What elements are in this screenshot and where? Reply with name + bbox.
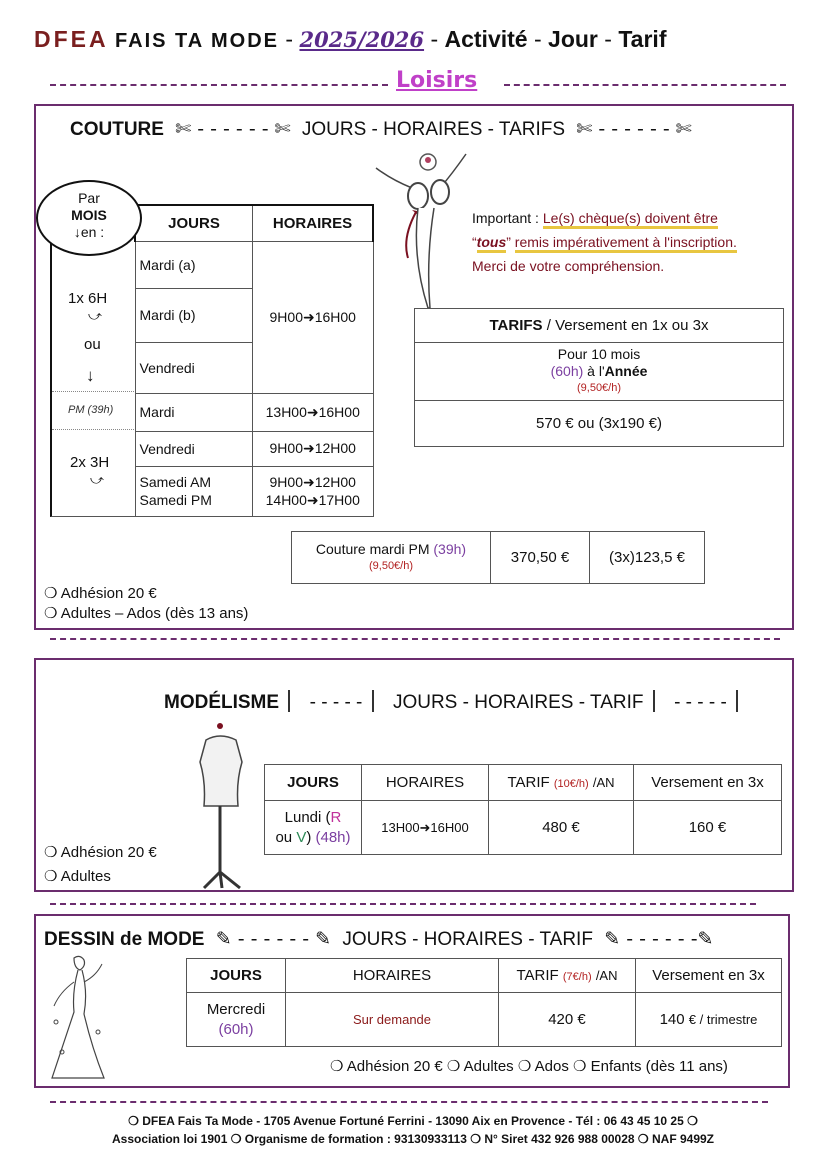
- divider: [50, 1101, 768, 1103]
- pm-label-cell: [292, 532, 491, 584]
- or-label: ou: [275, 828, 293, 846]
- down-arrow-icon: ↓: [86, 366, 95, 385]
- frequency-column: [50, 240, 136, 517]
- hours-cell: Sur demande: [286, 993, 499, 1047]
- note-item: ❍ Adhésion 20 €: [44, 844, 157, 861]
- dessin-title-rest: JOURS - HORAIRES - TARIF: [342, 929, 593, 950]
- divider: [52, 429, 136, 430]
- col-header-jours: JOURS: [187, 959, 286, 993]
- brand-name: DFEA: [34, 26, 109, 52]
- period-bold: Année: [604, 363, 648, 379]
- hourly-rate: (9,50€/h): [368, 559, 414, 572]
- header-tarif: Tarif: [618, 26, 667, 52]
- important-emphasis: tous: [477, 234, 507, 253]
- important-text: Merci de votre compréhension.: [472, 258, 665, 274]
- day-cell: [187, 993, 286, 1047]
- col-header-tarif: [489, 765, 634, 801]
- col-header-tarif: [499, 959, 636, 993]
- modelisme-title: MODÉLISME: [164, 692, 280, 713]
- col-header-jours: JOURS: [135, 205, 253, 241]
- quote: ”: [506, 234, 511, 250]
- price-cell: 420 €: [499, 993, 636, 1047]
- day-cell: Mardi (b): [135, 288, 253, 342]
- hours-cell: 9H00➜16H00: [253, 241, 374, 393]
- day-cell: Vendredi: [135, 431, 253, 466]
- tarifs-price: 570 € ou (3x190 €): [415, 401, 784, 447]
- footer-line: ❍ DFEA Fais Ta Mode - 1705 Avenue Fortuné Ferrini - 13090 Aix en Provence - Tél : 06 43 45 10 25 ❍: [128, 1114, 698, 1128]
- bubble-line: Par: [78, 190, 100, 206]
- pm-label-text: Couture mardi PM: [315, 540, 430, 557]
- freq-1x: 1x 6H: [68, 290, 108, 307]
- separator: -: [285, 26, 294, 52]
- mannequin-icon: [288, 690, 300, 712]
- hours-label: (48h): [315, 828, 351, 846]
- colon: :: [535, 210, 539, 226]
- col-header-horaires: HORAIRES: [362, 765, 489, 801]
- day-cell: Mardi (a): [135, 241, 253, 288]
- tarif-label: TARIF: [507, 774, 550, 791]
- hours-label: (60h): [550, 363, 584, 379]
- col-header-horaires: HORAIRES: [286, 959, 499, 993]
- modelisme-title-rest: JOURS - HORAIRES - TARIF: [392, 692, 644, 713]
- important-note: [472, 206, 782, 278]
- bubble-line: MOIS: [71, 207, 107, 223]
- day-line: Samedi AM: [139, 474, 212, 490]
- day-label: Mercredi: [206, 1000, 266, 1018]
- couture-pm-table: [291, 531, 705, 584]
- pencil-icon: ✎ - - - - - -✎: [598, 928, 714, 950]
- pm-label: PM (39h): [68, 404, 114, 416]
- couture-title-line: [70, 118, 692, 141]
- hourly-rate: (7€/h): [562, 971, 592, 983]
- col-header-versement: Versement en 3x: [634, 765, 782, 801]
- separator: -: [604, 26, 612, 52]
- scissors-icon: ✄ - - - - - - ✄: [169, 118, 297, 140]
- tarifs-header-rest: / Versement en 1x ou 3x: [546, 317, 709, 334]
- day-line: Samedi PM: [139, 492, 212, 508]
- separator: -: [430, 26, 439, 52]
- mannequin-icon: [736, 690, 748, 712]
- page-header: [34, 26, 814, 56]
- pm-price: 370,50 €: [491, 532, 590, 584]
- couture-notes: [44, 584, 248, 624]
- hours-line: 14H00➜17H00: [265, 492, 360, 508]
- split-rest: € / trimestre: [688, 1012, 758, 1027]
- fashion-sketch-illustration: [44, 952, 110, 1086]
- dress-form-illustration: [196, 722, 252, 892]
- day-cell: Vendredi: [135, 342, 253, 393]
- couture-schedule-table: [134, 204, 374, 517]
- period-mid: à l': [587, 363, 605, 379]
- hours-label: (39h): [433, 540, 467, 557]
- modelisme-title-line: [164, 690, 752, 714]
- scissors-figure-illustration: [372, 148, 472, 318]
- tarifs-header: [415, 309, 784, 343]
- dessin-title-line: [44, 928, 713, 951]
- tarif-label: TARIF: [516, 967, 559, 984]
- mannequin-icon: [372, 690, 384, 712]
- hours-cell: 9H00➜12H00: [253, 431, 374, 466]
- footer: [0, 1112, 826, 1148]
- hourly-rate: (10€/h): [553, 778, 589, 790]
- split-cell: [636, 993, 782, 1047]
- couture-title-rest: JOURS - HORAIRES - TARIFS: [301, 119, 566, 140]
- per-year-label: /AN: [595, 968, 618, 983]
- hours-label: (60h): [218, 1020, 254, 1038]
- hourly-rate: (9,50€/h): [576, 382, 622, 394]
- split-number: 140: [659, 1011, 685, 1028]
- mannequin-icon: [653, 690, 665, 712]
- day-cell: [135, 466, 253, 516]
- note-item: ❍ Adultes – Ados (dès 13 ans): [44, 605, 249, 622]
- header-day: Jour: [548, 26, 598, 52]
- hours-line: 9H00➜12H00: [269, 474, 356, 490]
- divider: [50, 84, 388, 86]
- curved-arrow-icon: ⤻: [90, 472, 104, 487]
- important-text: remis impérativement à l'inscription.: [515, 234, 737, 253]
- dessin-title: DESSIN de MODE: [44, 929, 205, 950]
- tarifs-table: [414, 308, 784, 447]
- level-r: R: [330, 808, 342, 826]
- bubble-line: ↓en :: [73, 224, 105, 240]
- separator: -: [533, 26, 542, 52]
- couture-title: COUTURE: [70, 119, 164, 140]
- modelisme-notes: [44, 841, 157, 889]
- school-year: 2025/2026: [299, 27, 425, 52]
- day-label: Lundi: [284, 808, 322, 826]
- pencil-icon: ✎ - - - - - - ✎: [209, 928, 338, 950]
- tarifs-period: [415, 343, 784, 401]
- period-line: Pour 10 mois: [557, 346, 641, 362]
- divider: [52, 391, 136, 392]
- note-item: ❍ Adultes: [44, 868, 111, 885]
- per-year-label: /AN: [592, 775, 615, 790]
- important-text: Le(s) chèque(s) doivent être: [543, 210, 718, 229]
- freq-2x: 2x 3H: [70, 454, 110, 471]
- day-cell: Mardi: [135, 393, 253, 431]
- dessin-table: [186, 958, 782, 1047]
- pm-split: (3x)123,5 €: [590, 532, 705, 584]
- loisirs-title: Loisirs: [396, 68, 478, 93]
- or-label: ou: [84, 336, 101, 353]
- divider: [50, 903, 756, 905]
- hours-cell: 13H00➜16H00: [253, 393, 374, 431]
- split-cell: 160 €: [634, 801, 782, 855]
- day-cell: Lundi (R ou V) (48h): [265, 801, 362, 855]
- month-bubble: [36, 180, 142, 256]
- quote: “: [472, 234, 477, 250]
- dessin-notes: ❍ Adhésion 20 € ❍ Adultes ❍ Ados ❍ Enfants (dès 11 ans): [330, 1058, 728, 1075]
- curved-arrow-icon: ⤻: [88, 308, 102, 323]
- level-v: V: [296, 828, 307, 846]
- hours-cell: [253, 466, 374, 516]
- divider: [50, 638, 780, 640]
- brand-subname: FAIS TA MODE: [115, 30, 280, 52]
- important-label: Important: [472, 210, 532, 226]
- price-cell: 480 €: [489, 801, 634, 855]
- col-header-versement: Versement en 3x: [636, 959, 782, 993]
- footer-line: Association loi 1901 ❍ Organisme de formation : 93130933113 ❍ N° Siret 432 926 988 00028 ❍ NAF 9499Z: [111, 1132, 715, 1146]
- col-header-horaires: HORAIRES: [253, 205, 374, 241]
- divider: [504, 84, 786, 86]
- col-header-jours: JOURS: [265, 765, 362, 801]
- modelisme-table: [264, 764, 782, 855]
- hours-cell: 13H00➜16H00: [362, 801, 489, 855]
- header-activity: Activité: [444, 26, 528, 52]
- note-item: ❍ Adhésion 20 €: [44, 585, 157, 602]
- dash-separator: - - - - -: [674, 692, 727, 713]
- dash-separator: - - - - -: [309, 692, 363, 713]
- scissors-icon: ✄ - - - - - - ✄: [570, 118, 692, 140]
- tarifs-header-bold: TARIFS: [489, 317, 543, 334]
